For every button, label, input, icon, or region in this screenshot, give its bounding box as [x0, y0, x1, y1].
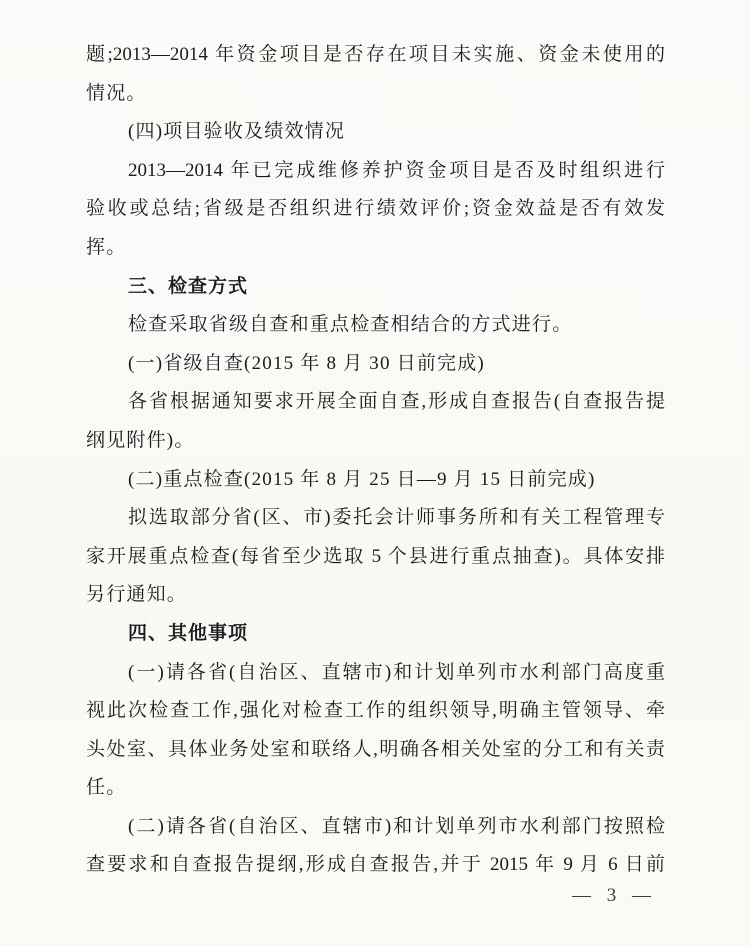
text-line: 纲见附件)。 [86, 429, 195, 451]
sub-heading: (一)省级自查(2015 年 8 月 30 日前完成) [128, 352, 485, 374]
text-line: 2013—2014 年已完成维修养护资金项目是否及时组织进行 [128, 159, 665, 181]
sub-heading: (二)重点检查(2015 年 8 月 25 日—9 月 15 日前完成) [128, 468, 596, 490]
text-line: 视此次检查工作,强化对检查工作的组织领导,明确主管领导、牵 [86, 700, 665, 722]
text-line: 拟选取部分省(区、市)委托会计师事务所和有关工程管理专 [128, 507, 665, 529]
document-body [86, 0, 665, 885]
text-line: 情况。 [86, 82, 147, 104]
text-line: 题;2013—2014 年资金项目是否存在项目未实施、资金未使用的 [86, 44, 665, 65]
sub-heading: (四)项目验收及绩效情况 [128, 121, 346, 143]
page-number: — 3 — [572, 885, 654, 906]
section-heading: 三、检查方式 [128, 275, 249, 297]
section-heading: 四、其他事项 [128, 622, 249, 644]
text-line: 家开展重点检查(每省至少选取 5 个县进行重点抽查)。具体安排 [86, 545, 665, 567]
text-line: 各省根据通知要求开展全面自查,形成自查报告(自查报告提 [128, 391, 665, 413]
text-line: 头处室、具体业务处室和联络人,明确各相关处室的分工和有关责 [86, 738, 665, 760]
text-line: 验收或总结;省级是否组织进行绩效评价;资金效益是否有效发 [86, 198, 665, 220]
text-line: 检查采取省级自查和重点检查相结合的方式进行。 [128, 314, 573, 336]
text-line: 任。 [86, 777, 127, 799]
text-line: 挥。 [86, 236, 127, 258]
text-line: 另行通知。 [86, 584, 188, 606]
text-line: (一)请各省(自治区、直辖市)和计划单列市水利部门高度重 [128, 661, 665, 683]
text-line: 查要求和自查报告提纲,形成自查报告,并于 2015 年 9 月 6 日前 [86, 854, 665, 876]
text-line: (二)请各省(自治区、直辖市)和计划单列市水利部门按照检 [128, 815, 665, 837]
